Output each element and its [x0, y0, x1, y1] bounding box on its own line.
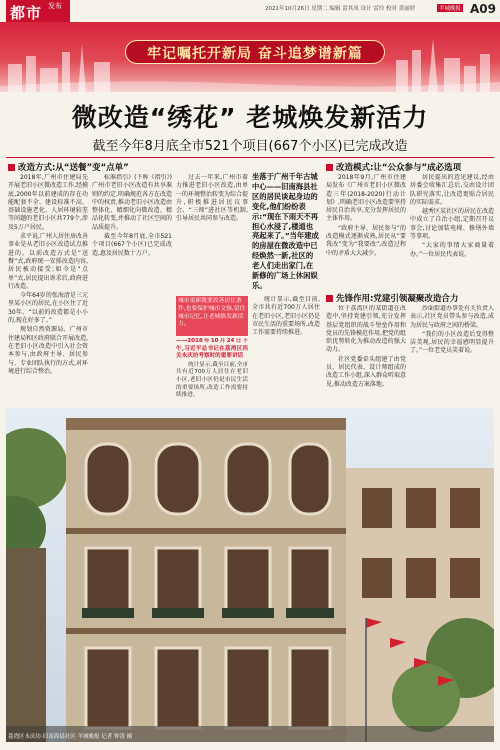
article-column-2: [92, 174, 172, 404]
section-marker-icon: [8, 164, 15, 171]
street-photo: [6, 408, 494, 742]
paragraph: 统计显示,截至目前,全市共有近700万人居住在老旧小区,老旧小区仍是市民生活的重要场所,改造工作需要持续推进。: [252, 296, 320, 337]
featured-paragraph: [252, 172, 320, 292]
section-logo: [6, 0, 70, 22]
section-title-2-text: 改造模式:让“公众参与”成必选项: [336, 163, 462, 173]
paragraph: 截至今年8月底,全市521个项目(667个小区)已完成改造,惠及居民数十万户。: [92, 233, 172, 257]
section-title-3: [326, 292, 458, 304]
paragraph: 居民提出的意见建议,经由居委会收集汇总后,交由设计团队研究落实,让改造更贴合居民的实际需求。: [410, 174, 494, 206]
article-column-3-bottom: [176, 338, 248, 404]
paragraph: 2018年,广州市住建局先开展老旧小区微改造工作,经摸底,2000年以前建成的存在功能配套不全、建设标准不高、基础设施老化、人居环境较差等问题的老旧小区共779个,涉及5万户居民。: [8, 174, 88, 231]
logo-main-text: 都市: [10, 4, 43, 22]
paragraph: 今年64岁的张海清是三元里某小区的居民,在小区住了近30年。“以前的改造都是小小的,现在好多了。”: [8, 292, 88, 325]
quote-highlight-box: [176, 296, 248, 336]
paragraph: 越秀区某社区的居民在改造中成立了自治小组,定期召开议事会,讨论加装电梯、修缮外墙等事项。: [410, 208, 494, 241]
article-column-6: [410, 174, 494, 286]
paragraph: 社区党委牵头组建了由党员、居民代表、设计师组成的改造工作小组,深入群众听取意见,推动改造方案落地。: [326, 355, 406, 388]
paragraph: “政府主导、居民参与”的改造模式逐渐成熟,居民从“要我改”变为“我要改”,改造过程中的矛盾大大减少。: [326, 224, 406, 257]
paragraph: 标准指引》(下称《指引》)广州市老旧小区改造有共享准则的约定,明确规范各方在改造中的权责,推动老旧小区改造由整体化、精细化向微改造、精品化转变,并推动了社区空间的品质提升。: [92, 174, 172, 231]
headline-divider: [6, 157, 494, 158]
article-column-5: [326, 174, 406, 286]
masthead: [0, 0, 500, 22]
section-marker-icon: [326, 164, 333, 171]
logo-sub-text: 发布: [48, 2, 62, 10]
section-title-2: [326, 161, 461, 173]
paper-badge: 羊城晚报: [439, 6, 462, 12]
section-title-3-text: 先锋作用:党建引领凝聚改造合力: [336, 294, 459, 304]
paragraph: 沙面街道办事处有关负责人表示,社区党员带头参与改造,成为居民与政府之间的桥梁。: [410, 305, 494, 329]
paragraph: “大家的事情大家商量着办。”一位居民代表说。: [410, 242, 494, 258]
banner-slogan-pill: [125, 40, 385, 64]
paragraph: 位于荔湾区的某街道在改造中,坚持党建引领,充分发挥基层党组织的战斗堡垒作用和党员的先锋模范作用,把党的组织优势转化为推动改造的强大动力。: [326, 305, 406, 354]
banner: [0, 22, 500, 92]
paragraph: 统计显示,截至目前,全市共有近700万人居住在老旧小区,老旧小区仍是市民生活的重要场所,改造工作需要持续推进。: [176, 361, 248, 399]
banner-slogan: 牢记嘱托开新局 奋斗追梦谱新篇: [147, 46, 363, 62]
old-town-buildings-illustration: [6, 408, 494, 742]
article-column-3-top: [176, 174, 248, 294]
section-title-1-text: 改造方式:从“送餐”变“点单”: [18, 163, 129, 173]
page-number: A09: [470, 2, 496, 16]
section-title-1: [8, 161, 129, 173]
article-column-1: [8, 174, 88, 404]
article-column-8: [410, 305, 494, 405]
paragraph: “我们的小区改造后变得整洁美观,居民的幸福感明显提升了。”一位老党员笑着说。: [410, 330, 494, 355]
paragraph: 2018年9月,广州市住建局发布《广州市老旧小区微改造三年(2018-2020)行动计划》,明确老旧小区改造要坚持居民自治共享,充分发挥居民的主体作用。: [326, 174, 406, 223]
section-marker-icon: [326, 295, 333, 302]
paragraph: 规划自然资源局、广州市住建局和区政府联合开展改造,在老旧小区改造中引入社会资本参与,由政府主导、居民参与、专业团队执行的方式,对环境进行综合整治。: [8, 326, 88, 375]
highlight-quote: 城市更新既要改善居住条件,也要保护城市文脉,留住城市记忆,让老城焕发新活力。: [178, 298, 246, 328]
speech-attribution: ——2018年10月24日下午,习近平总书记在荔湾区西关永庆坊考察时的重要讲话: [176, 338, 248, 360]
photo-caption: 荔湾区永庆坊·旧南海县社区 羊城晚报 记者 钟涛 摄: [8, 734, 133, 740]
featured-paragraph-text: 坐落于广州千年古城中心——旧南海县社区的居民谈起身边的变化,他们纷纷表示:“现在下雨天不再担心水浸了,楼道也亮起来了。”当年建成的房屋在微改造中已经焕然一新,社区的老人们走出家门,在新修的广场上休闲娱乐。: [252, 172, 319, 290]
article-column-4-bottom: [252, 296, 320, 404]
page-headline: 微改造“绣花” 老城焕发新活力: [71, 103, 429, 132]
paragraph: 过去一年来,广州市着力推进老旧小区改造,由单一的环境整治转变为综合提升,积极推进居民议事会、“三师”进社区等机制,引导居民共同参与改造。: [176, 174, 248, 223]
issue-info: 2021年10月26日 星期二 编辑 雷其凤 设计 雷玲 校对 黄丽婷: [265, 6, 416, 12]
paragraph: 求平说,广州人居住房改善事业是从老旧小区改造试点推进的。以前改造方式是“送餐”式,政府统一安排改造内容,居民被动接受;如今是“点单”式,居民提出诉求后,政府进行改造。: [8, 233, 88, 290]
article-column-7: [326, 305, 406, 405]
page-subheadline: 截至今年8月底全市521个项目(667个小区)已完成改造: [92, 139, 408, 154]
